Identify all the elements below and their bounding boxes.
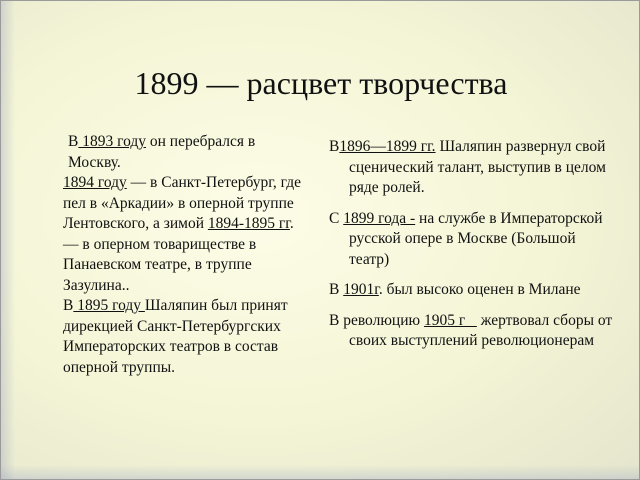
text: В: [63, 297, 74, 314]
text: В революцию: [329, 311, 424, 329]
text: он перебрался в Москву.: [68, 133, 256, 171]
year-link-1894-1895[interactable]: 1894-1895 гг: [207, 215, 290, 232]
year-link-1896-1899[interactable]: 1896—1899 гг.: [339, 138, 436, 155]
right-paragraph-3: [329, 280, 614, 301]
text: . — в оперном товариществе в Панаевском театре, в труппе Зазулина..: [63, 215, 294, 294]
right-paragraph-4: [329, 311, 614, 352]
text: Шаляпин развернул свой сценический талант, выступив в целом ряде ролей.: [349, 138, 606, 196]
left-column: [63, 132, 308, 378]
text: Шаляпин был принят дирекцией Санкт-Петербургских Императорских театров в состав оперной труппы.: [63, 297, 288, 376]
text: В: [329, 281, 344, 298]
right-paragraph-2: [329, 209, 614, 271]
right-paragraph-1: [329, 137, 614, 199]
text: — в Санкт-Петербург, где пел в «Аркадии» в оперной труппе Лентовского, а зимой: [63, 174, 301, 232]
year-link-1895[interactable]: 1895 году: [73, 297, 145, 314]
text: В: [329, 138, 340, 155]
text: . был высоко оценен в Милане: [378, 281, 581, 298]
text: жертвовал сборы от своих выступлений революционерам: [349, 311, 613, 349]
year-link-1901[interactable]: 1901г: [343, 281, 379, 298]
left-paragraph-2: [63, 173, 308, 296]
text: С: [329, 209, 344, 227]
text: на службе в Императорской русской опере в Москве (Большой театр): [349, 209, 603, 268]
year-link-1894[interactable]: 1894 году: [63, 174, 127, 191]
year-link-1893[interactable]: 1893 году: [78, 133, 147, 150]
left-paragraph-3: [63, 296, 308, 378]
left-paragraph-1: [63, 132, 308, 173]
year-link-1899[interactable]: 1899 года -: [343, 209, 416, 227]
text: В: [68, 133, 79, 150]
year-link-1905[interactable]: 1905 г: [423, 311, 477, 329]
right-column: [329, 137, 614, 362]
slide-title: 1899 — расцвет творчества: [134, 65, 508, 101]
